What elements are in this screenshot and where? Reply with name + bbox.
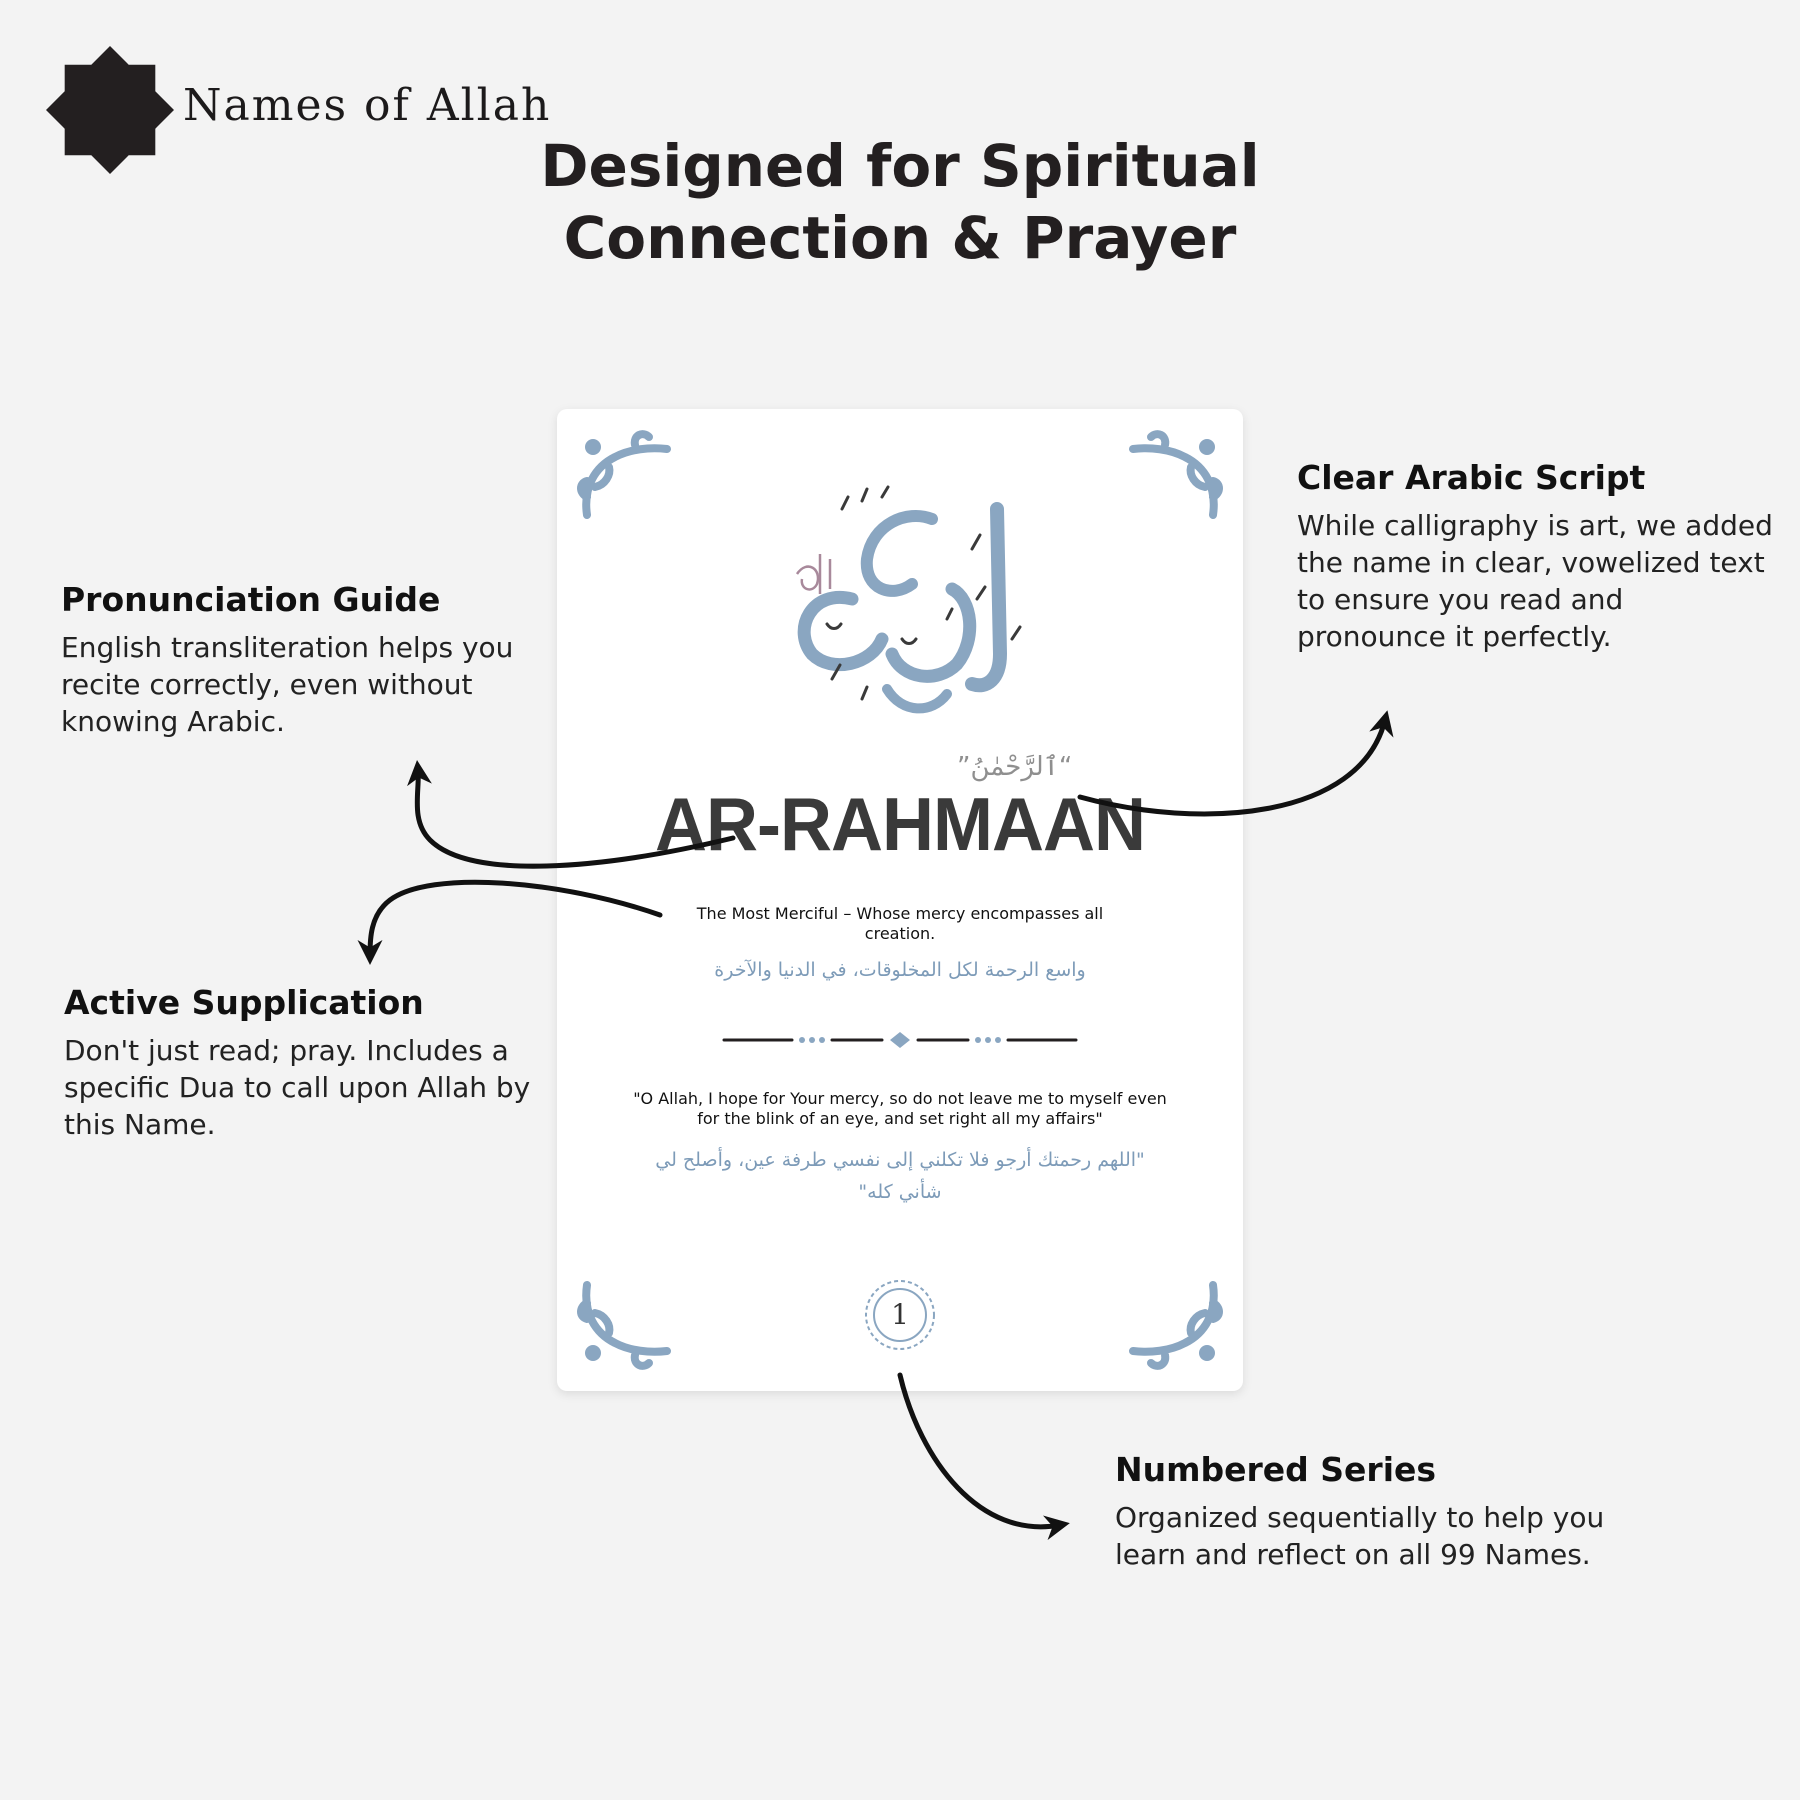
feature-numbered-series <box>1115 1450 1635 1573</box>
feature-active-supplication <box>64 983 534 1143</box>
feature-title: Numbered Series <box>1115 1450 1437 1489</box>
eight-point-star-icon <box>46 46 174 174</box>
corner-ornament-icon <box>575 427 675 527</box>
corner-ornament-icon <box>1125 1273 1225 1373</box>
corner-ornament-icon <box>575 1273 675 1373</box>
arabic-name: “ٱلرَّحْمٰنُ” <box>957 752 1073 782</box>
heading-line-1: Designed for Spiritual <box>540 132 1260 200</box>
dua-arabic: "اللهم رحمتك أرجو فلا تكلني إلى نفسي طرفة عين، وأصلح لي شأني كله" <box>655 1149 1145 1203</box>
transliteration: AR-RAHMAAN <box>655 783 1145 867</box>
name-card <box>557 409 1243 1391</box>
feature-text: Organized sequentially to help you learn and reflect on all 99 Names. <box>1115 1501 1605 1571</box>
corner-ornament-icon <box>1125 427 1225 527</box>
feature-text: English transliteration helps you recite correctly, even without knowing Arabic. <box>61 631 514 738</box>
calligraphy-ar-rahman-icon <box>772 479 1032 719</box>
feature-text: While calligraphy is art, we added the name in clear, vowelized text to ensure you read and pronounce it perfectly. <box>1297 509 1773 653</box>
meaning-english: The Most Merciful – Whose mercy encompasses all creation. <box>696 904 1104 943</box>
feature-clear-arabic-script <box>1297 458 1777 655</box>
brand-name: Names of Allah <box>183 80 552 131</box>
arrow-to-numbered <box>900 1375 1060 1527</box>
feature-pronunciation-guide <box>61 580 531 740</box>
page-heading <box>500 130 1300 274</box>
feature-title: Pronunciation Guide <box>61 580 441 619</box>
feature-title: Clear Arabic Script <box>1297 458 1646 497</box>
feature-title: Active Supplication <box>64 983 424 1022</box>
dua-english: "O Allah, I hope for Your mercy, so do not leave me to myself even for the blink of an eye, and set right all my affairs" <box>633 1089 1167 1128</box>
meaning-arabic: واسع الرحمة لكل المخلوقات، في الدنيا والآخرة <box>714 959 1086 981</box>
feature-text: Don't just read; pray. Includes a specific Dua to call upon Allah by this Name. <box>64 1034 531 1141</box>
card-number: 1 <box>891 1298 909 1331</box>
heading-line-2: Connection & Prayer <box>563 204 1237 272</box>
ornamental-divider <box>722 1031 1078 1049</box>
